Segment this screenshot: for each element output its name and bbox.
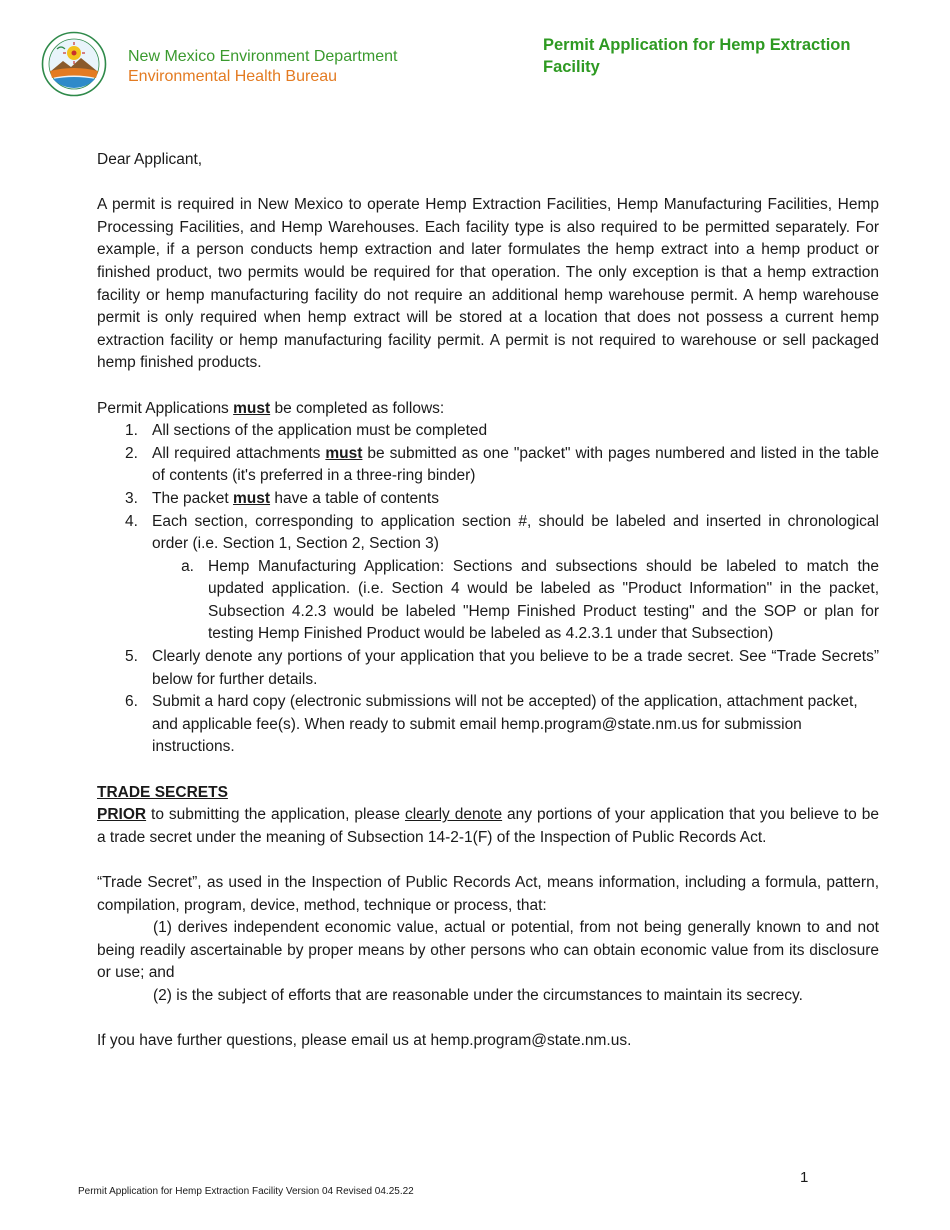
intro-paragraph: A permit is required in New Mexico to operate Hemp Extraction Facilities, Hemp Manufacturing Facilities, Hemp Processing Facilities, and Hemp Warehouses. Each facility type is also required to be permitted separately. For example, if a person conducts hemp extraction and later formulates the hemp extract into a hemp product or finished product, two permits would be required for that operation. The only exception is that a hemp extraction facility or hemp manufacturing facility do not require an additional hemp warehouse permit. A hemp warehouse permit is only required when hemp extract will be stored at a location that does not possess a current hemp extraction facility or hemp manufacturing facility permit. A permit is not required to warehouse or sell packaged hemp finished products. bbox=[97, 196, 879, 372]
list-item: 6. Submit a hard copy (electronic submissions will not be accepted) of the application, attachment packet, and applicable fee(s). When ready to submit email hemp.program@state.nm.us for submission instructions. bbox=[125, 693, 858, 756]
trade-secret-definition: “Trade Secret”, as used in the Inspection of Public Records Act, means information, including a formula, pattern, compilation, program, device, method, technique or process, that: bbox=[97, 874, 879, 914]
document-title: Permit Application for Hemp Extraction Facility bbox=[543, 36, 851, 76]
page-number: 1 bbox=[800, 1169, 809, 1186]
list-subitem: a. Hemp Manufacturing Application: Sections and subsections should be labeled to match the updated application. (i.e. Section 4 would be labeled as "Product Information" in the packet, Subsection 4.2.3 would be labeled "Hemp Finished Product testing" and the SOP or plan for testing Hemp Finished Product would be labeled as 4.2.3.1 under that Subsection) bbox=[181, 557, 879, 643]
nmed-seal-logo bbox=[41, 31, 107, 97]
applications-intro: Permit Applications must be completed as follows: bbox=[97, 399, 445, 417]
trade-secret-criterion-1: (1) derives independent economic value, actual or potential, from not being generally known to and not being readily ascertainable by proper means by other persons who can obtain economic value from its disclosure or use; and bbox=[97, 919, 879, 982]
closing-paragraph: If you have further questions, please email us at hemp.program@state.nm.us. bbox=[97, 1032, 632, 1050]
bureau-name: Environmental Health Bureau bbox=[128, 68, 338, 85]
list-item: 2. All required attachments must be submitted as one "packet" with pages numbered and listed in the table of contents (it's preferred in a three-ring binder) bbox=[125, 444, 880, 485]
trade-secrets-paragraph: PRIOR to submitting the application, please clearly denote any portions of your application that you believe to be a trade secret under the meaning of Subsection 14-2-1(F) of the Inspection of Public Records Act. bbox=[97, 806, 879, 846]
footer-version: Permit Application for Hemp Extraction Facility Version 04 Revised 04.25.22 bbox=[78, 1186, 414, 1197]
org-name: New Mexico Environment Department bbox=[128, 48, 398, 65]
letter-body bbox=[97, 149, 879, 1053]
trade-secret-criterion-2: (2) is the subject of efforts that are reasonable under the circumstances to maintain its secrecy. bbox=[153, 986, 803, 1004]
trade-secrets-heading: TRADE SECRETS bbox=[97, 783, 228, 801]
list-item: 4. Each section, corresponding to application section #, should be labeled and inserted in chronological order (i.e. Section 1, Section 2, Section 3) bbox=[125, 512, 879, 553]
list-item: 5. Clearly denote any portions of your application that you believe to be a trade secret. See “Trade Secrets” below for further details. bbox=[125, 648, 879, 688]
list-item: 3. The packet must have a table of contents bbox=[125, 489, 439, 507]
list-item: 1. All sections of the application must be completed bbox=[125, 422, 488, 440]
greeting: Dear Applicant, bbox=[97, 151, 203, 168]
